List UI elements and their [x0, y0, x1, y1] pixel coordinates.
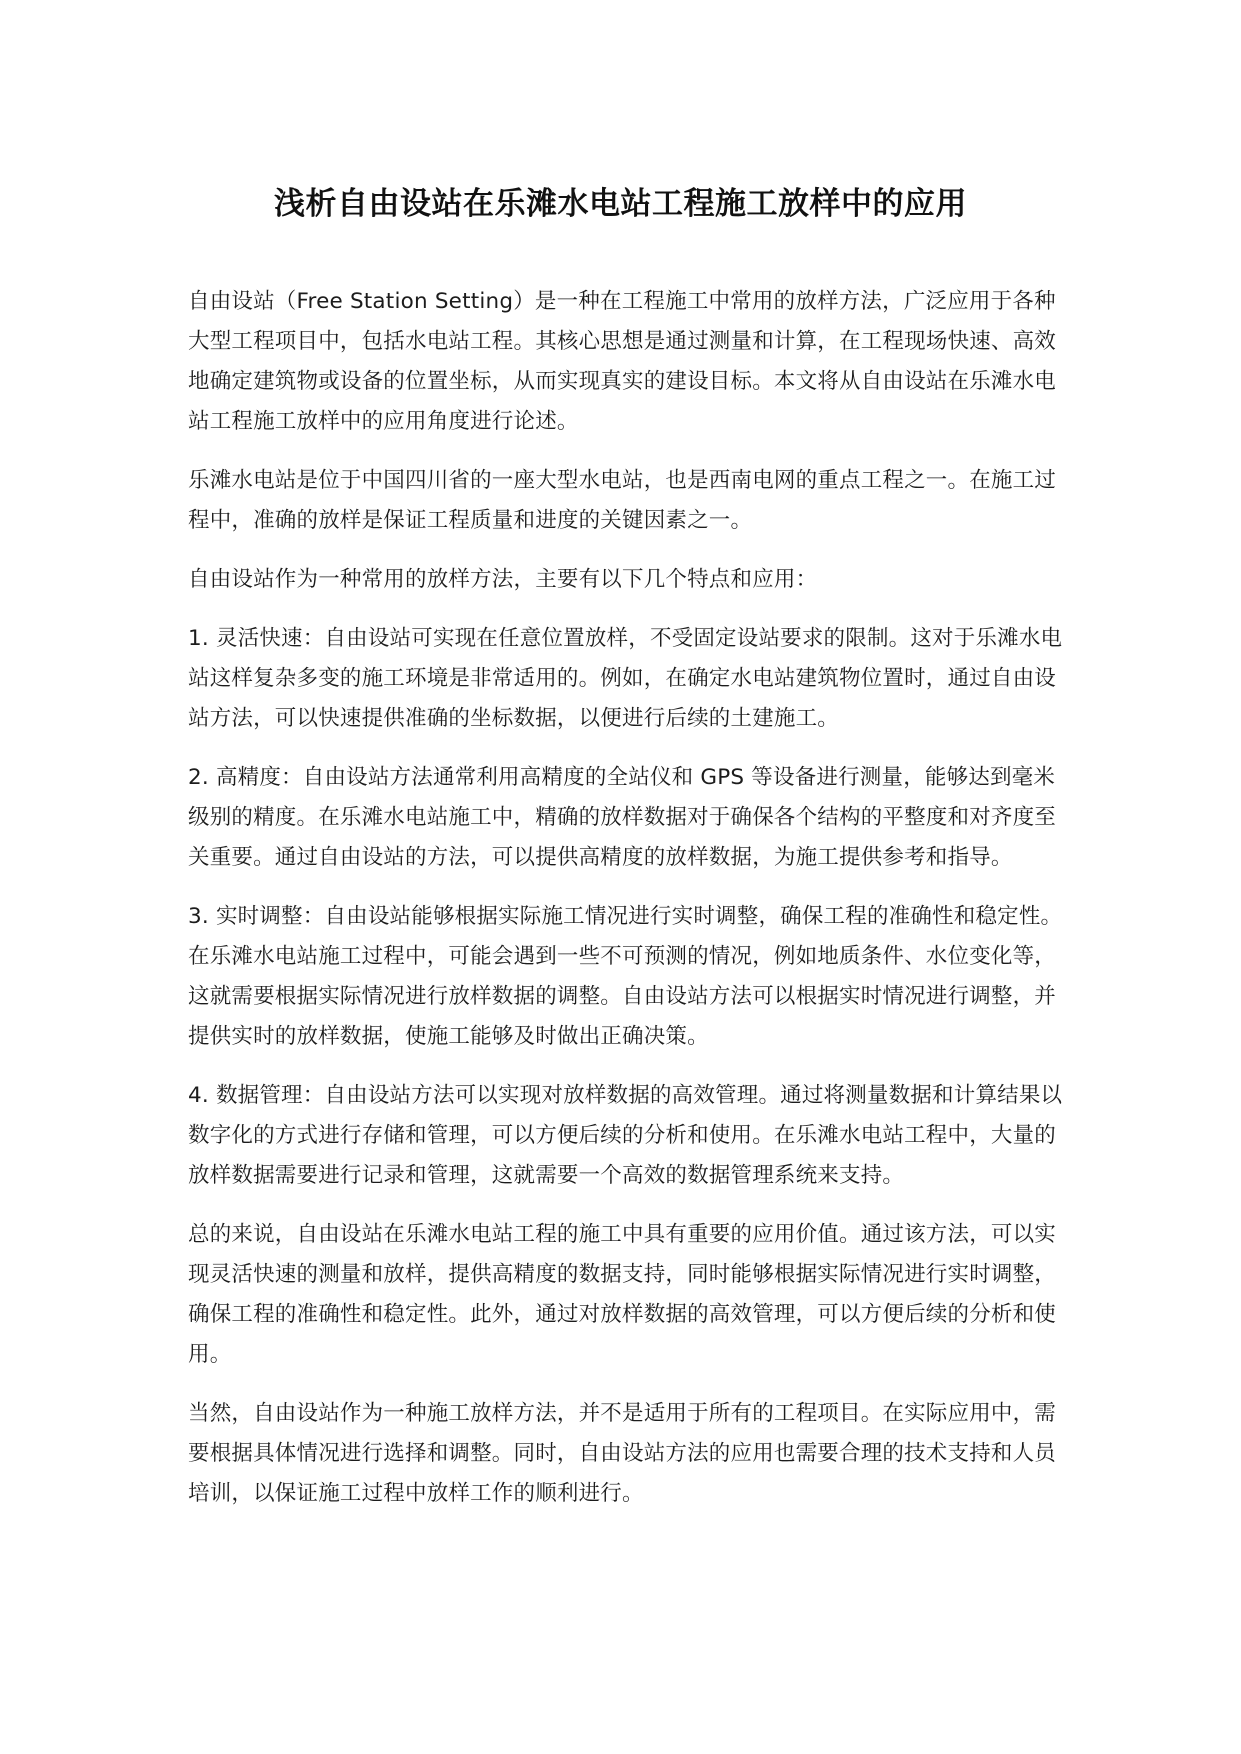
paragraph-summary: 总的来说，自由设站在乐滩水电站工程的施工中具有重要的应用价值。通过该方法，可以实现灵活快速的测量和放样，提供高精度的数据支持，同时能够根据实际情况进行实时调整，确保工程的准确性和稳定性。此外，通过对放样数据的高效管理，可以方便后续的分析和使用。 [188, 1222, 1057, 1367]
document-title: 浅析自由设站在乐滩水电站工程施工放样中的应用 [274, 186, 967, 222]
paragraph-background: 乐滩水电站是位于中国四川省的一座大型水电站，也是西南电网的重点工程之一。在施工过程中，准确的放样是保证工程质量和进度的关键因素之一。 [188, 468, 1057, 533]
list-item-flexible: 1. 灵活快速：自由设站可实现在任意位置放样，不受固定设站要求的限制。这对于乐滩水电站这样复杂多变的施工环境是非常适用的。例如，在确定水电站建筑物位置时，通过自由设站方法，可以快速提供准确的坐标数据，以便进行后续的土建施工。 [188, 626, 1063, 731]
list-item-precision: 2. 高精度：自由设站方法通常利用高精度的全站仪和 GPS 等设备进行测量，能够达到毫米级别的精度。在乐滩水电站施工中，精确的放样数据对于确保各个结构的平整度和对齐度至关重要。通过自由设站的方法，可以提供高精度的放样数据，为施工提供参考和指导。 [188, 765, 1057, 870]
list-item-data-management: 4. 数据管理：自由设站方法可以实现对放样数据的高效管理。通过将测量数据和计算结果以数字化的方式进行存储和管理，可以方便后续的分析和使用。在乐滩水电站工程中，大量的放样数据需要进行记录和管理，这就需要一个高效的数据管理系统来支持。 [188, 1083, 1063, 1188]
list-item-realtime: 3. 实时调整：自由设站能够根据实际施工情况进行实时调整，确保工程的准确性和稳定性。在乐滩水电站施工过程中，可能会遇到一些不可预测的情况，例如地质条件、水位变化等，这就需要根据实际情况进行放样数据的调整。自由设站方法可以根据实时情况进行调整，并提供实时的放样数据，使施工能够及时做出正确决策。 [188, 904, 1063, 1049]
paragraph-caveat: 当然，自由设站作为一种施工放样方法，并不是适用于所有的工程项目。在实际应用中，需要根据具体情况进行选择和调整。同时，自由设站方法的应用也需要合理的技术支持和人员培训，以保证施工过程中放样工作的顺利进行。 [188, 1401, 1057, 1506]
paragraph-features-lead: 自由设站作为一种常用的放样方法，主要有以下几个特点和应用： [188, 567, 818, 592]
document-body [188, 282, 1068, 1533]
paragraph-intro: 自由设站（Free Station Setting）是一种在工程施工中常用的放样方法，广泛应用于各种大型工程项目中，包括水电站工程。其核心思想是通过测量和计算，在工程现场快速、高效地确定建筑物或设备的位置坐标，从而实现真实的建设目标。本文将从自由设站在乐滩水电站工程施工放样中的应用角度进行论述。 [188, 289, 1057, 434]
